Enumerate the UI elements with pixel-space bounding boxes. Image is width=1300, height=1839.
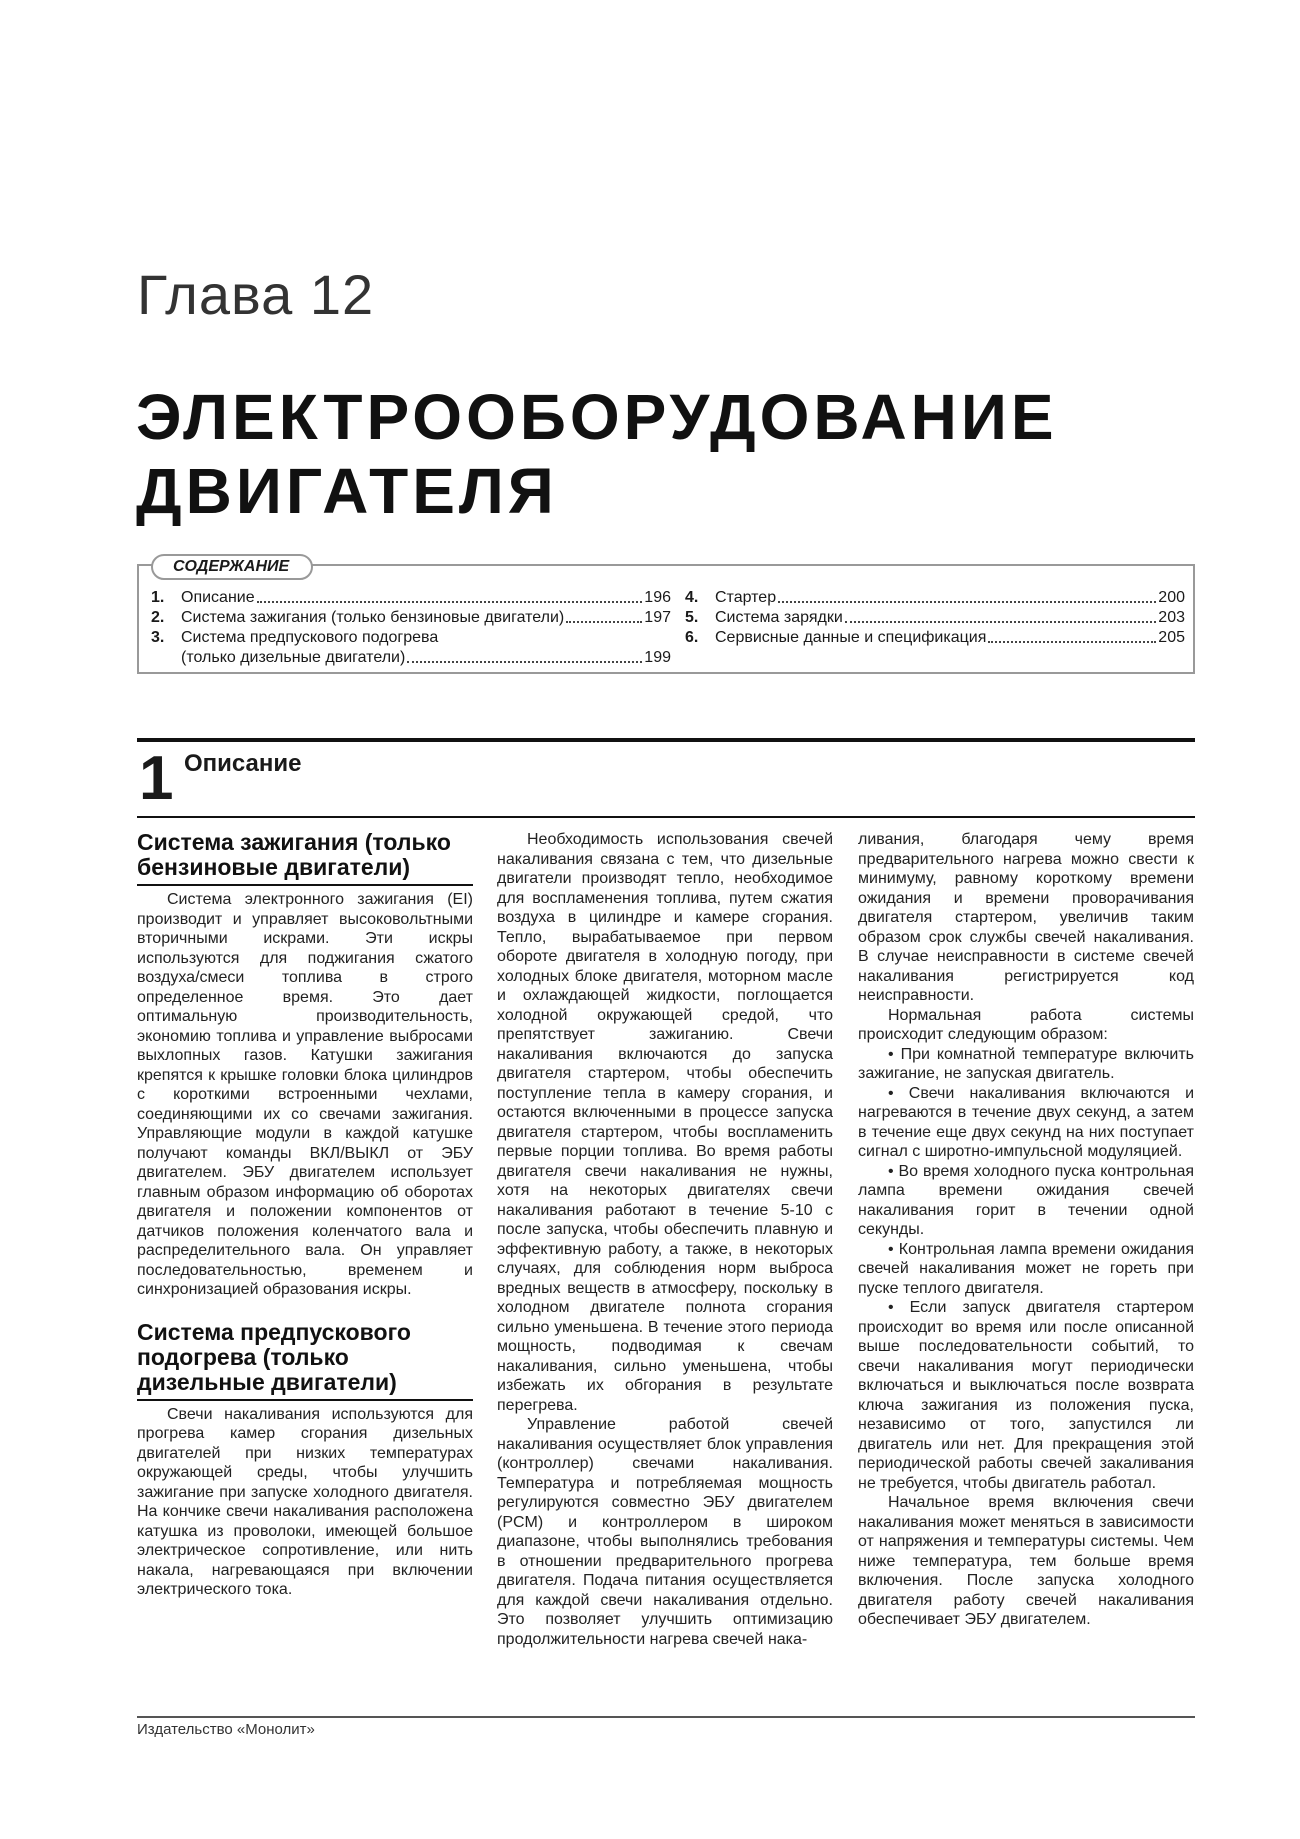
toc-item-label: Стартер [715,589,777,606]
toc-leader-dots [845,621,1157,623]
section-number: 1 [139,744,174,813]
bullet-item: • Контрольная лампа времени ожидания свечей накаливания может не гореть при пуске теплого двигателя. [858,1240,1194,1299]
subsection-heading: Система зажигания (только бензиновые двигатели) [137,830,473,886]
text-column-3 [858,830,1194,1630]
toc-item-number: 3. [151,629,165,646]
toc-item[interactable] [685,608,1185,628]
toc-item-page: 203 [1158,609,1185,626]
toc-column-left [151,588,671,668]
section-rule-bottom [137,816,1195,818]
toc-leader-dots [988,641,1156,643]
bullet-item: • Если запуск двигателя стартером происходит во время или после описанной выше последовательности событий, то свечи накаливания могут периодически включаться и выключаться после возврата ключа зажигания из положения пуска, независимо от того, запустился ли двигатель или нет. Для прекращения этой периодической работы свечей закаливания не требуется, чтобы двигатель работал. [858,1298,1194,1493]
footer-publisher: Издательство «Монолит» [137,1721,315,1738]
section-title: Описание [184,750,302,777]
toc-item-page: 205 [1158,629,1185,646]
table-of-contents [137,558,1195,674]
toc-item[interactable] [685,628,1185,648]
toc-item-number: 4. [685,589,699,606]
section-rule-top [137,738,1195,742]
toc-item-label: Система предпускового подогрева [181,629,439,646]
toc-item-number: 2. [151,609,165,626]
bullet-item: • Во время холодного пуска контрольная лампа времени ожидания свечей накаливания горит в течении одной секунды. [858,1162,1194,1240]
toc-item-number: 6. [685,629,699,646]
toc-item[interactable] [151,588,671,608]
toc-item-number: 5. [685,609,699,626]
paragraph: Начальное время включения свечи накаливания может меняться в зависимости от напряжения и температуры системы. Чем ниже температура, тем больше время включения. После запуска холодного двигателя работу свечей накаливания обеспечивает ЭБУ двигателем. [858,1494,1194,1628]
toc-item[interactable] [151,608,671,628]
toc-item[interactable] [685,588,1185,608]
chapter-title-line2: ДВИГАТЕЛЯ [136,455,558,527]
toc-item-page: 200 [1158,589,1185,606]
bullet-item: • При комнатной температуре включить зажигание, не запуская двигатель. [858,1045,1194,1084]
toc-leader-dots [257,601,643,603]
chapter-title [136,380,1136,528]
toc-item-label-cont: (только дизельные двигатели) [181,649,406,666]
chapter-label: Глава 12 [137,263,375,326]
paragraph: Система электронного зажигания (EI) производит и управляет высоковольтными вторичными искрами. Эти искры используются для поджигания сжатого воздуха/смеси топлива в строго определенное время. Это дает оптимальную производительность, экономию топлива и управление выбросами выхлопных газов. Катушки зажигания крепятся к крышке головки блока цилиндров с короткими встроенными чехлами, соединяющими их со свечами зажигания. Управляющие модули в каждой катушке получают команды ВКЛ/ВЫКЛ от ЭБУ двигателем. ЭБУ двигателем использует главным образом информацию об оборотах двигателя и положении компонентов от датчиков положения коленчатого вала и распределительного вала. Он управляет последовательностью, временем и синхронизацией образования искры. [137,891,473,1298]
text-column-2 [497,830,833,1649]
toc-item-label: Описание [181,589,255,606]
toc-item-label: Система зарядки [715,609,843,626]
toc-leader-dots [778,601,1156,603]
toc-item-label: Система зажигания (только бензиновые двигатели) [181,609,565,626]
paragraph: Необходимость использования свечей накаливания связана с тем, что дизельные двигатели производят тепло, необходимое для воспламенения топлива, путем сжатия воздуха в цилиндре и камере сгорания. Тепло, вырабатываемое при первом обороте двигателя в холодную погоду, при холодных блоке двигателя, моторном масле и охлаждающей жидкости, поглощается холодной окружающей средой, что препятствует зажиганию. Свечи накаливания включаются до запуска двигателя стартером, чтобы обеспечить поступление тепла в камеру сгорания, и остаются включенными в процессе запуска двигателя стартером, чтобы воспламенить первые порции топлива. Во время работы двигателя свечи накаливания не нужны, хотя на некоторых двигателях свечи накаливания работают в течение 5-10 с после запуска, чтобы обеспечить плавную и эффективную работу, а также, в некоторых случаях, для соблюдения норм выброса вредных веществ в атмосферу, поскольку в холодном двигателе полнота сгорания сильно уменьшена. В течение этого периода мощность, подводимая к свечам накаливания, сильно уменьшена, чтобы избежать их обгорания в результате перегрева. [497,831,833,1414]
chapter-title-line1: ЭЛЕКТРООБОРУДОВАНИЕ [136,381,1058,453]
bullet-item: • Свечи накаливания включаются и нагреваются в течение двух секунд, а затем в течение еще двух секунд на них поступает сигнал с широтно-импульсной модуляцией. [858,1084,1194,1162]
toc-leader-dots [566,621,642,623]
toc-item-continuation[interactable] [151,648,671,668]
toc-item[interactable] [151,628,671,648]
paragraph: Управление работой свечей накаливания осуществляет блок управления (контроллер) свечами накаливания. Температура и потребляемая мощность регулируются совместно ЭБУ двигателем (PCM) и контроллером в широком диапазоне, чтобы выполнялись требования в отношении предварительного прогрева двигателя. Подача питания осуществляется для каждой свечи накаливания отдельно. Это позволяет улучшить оптимизацию продолжительности нагрева свечей нака- [497,1416,833,1648]
paragraph: ливания, благодаря чему время предварительного нагрева можно свести к минимуму, равному короткому времени ожидания и времени проворачивания двигателя стартером, увеличив таким образом срок службы свечей накаливания. В случае неисправности в системе свечей накаливания регистрируется код неисправности. [858,831,1194,1004]
toc-item-page: 196 [644,589,671,606]
footer-rule [137,1716,1195,1718]
toc-item-page: 197 [644,609,671,626]
toc-item-label: Сервисные данные и спецификация [715,629,987,646]
toc-item-page: 199 [644,649,671,666]
toc-leader-dots [407,661,642,663]
toc-heading: СОДЕРЖАНИЕ [151,554,313,580]
toc-column-right [685,588,1185,648]
toc-item-number: 1. [151,589,165,606]
paragraph: Свечи накаливания используются для прогрева камер сгорания дизельных двигателей при низких температурах окружающей среды, чтобы улучшить зажигание при запуске холодного двигателя. На кончике свечи накаливания расположена катушка из проволоки, имеющей большое электрическое сопротивление, или нить накала, нагревающаяся при включении электрического тока. [137,1405,473,1598]
paragraph: Нормальная работа системы происходит следующим образом: [858,1006,1194,1043]
subsection-heading: Система предпускового подогрева (только дизельные двигатели) [137,1320,473,1401]
text-column-1 [137,830,473,1600]
